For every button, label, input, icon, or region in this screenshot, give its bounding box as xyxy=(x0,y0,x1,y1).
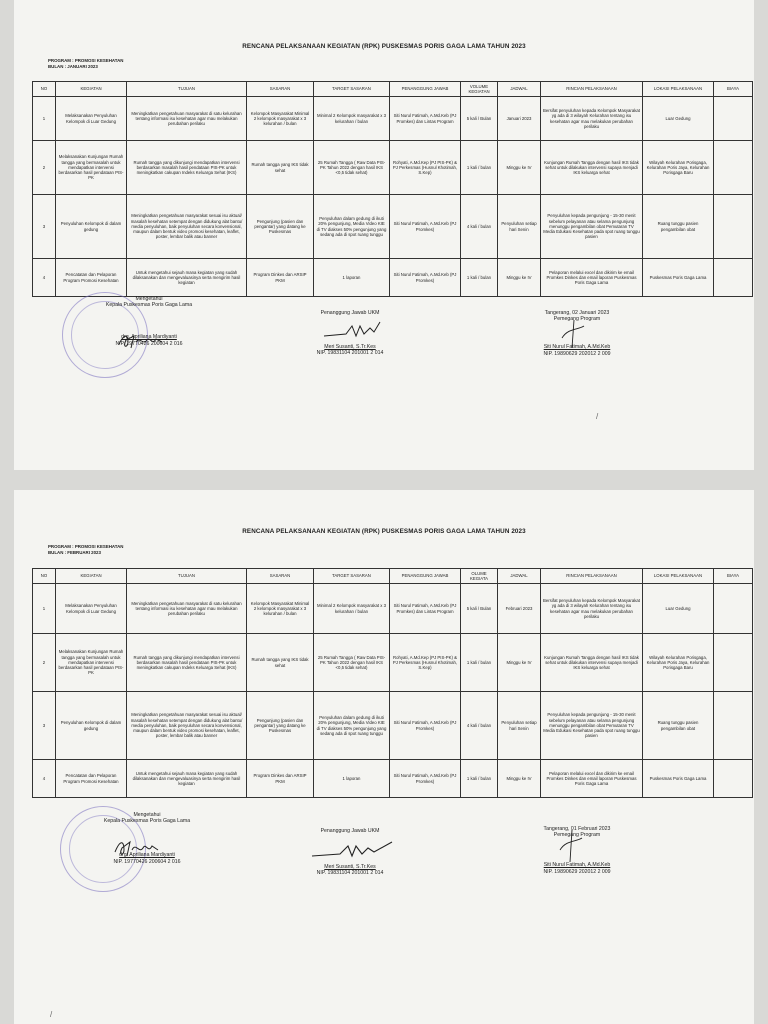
table-cell: 3 xyxy=(33,195,56,259)
document-title: RENCANA PELAKSANAAN KEGIATAN (RPK) PUSKESMAS PORIS GAGA LAMA TAHUN 2023 xyxy=(242,528,526,535)
signatory-nip: NIP. 19890629 202012 2 009 xyxy=(543,350,611,357)
header-cell: KEGIATAN xyxy=(56,82,127,97)
table-cell: Rumah tangga yang dikunjungi mendapatkan intervensi berdasarkan masalah hasil pendataan PIS-PK untuk meningkatkan cakupan Indeks Keluarga Sehat (IKS) xyxy=(127,634,247,692)
table-cell: 1 laporan xyxy=(314,259,390,297)
table-cell: Rumah tangga yang IKS tidak sehat xyxy=(247,634,314,692)
table-cell: 4 xyxy=(33,760,56,798)
table-row xyxy=(33,634,753,692)
table-cell xyxy=(714,692,753,760)
table-cell: Kunjungan Rumah Tangga dengan hasil IKS tidak sehat untuk dilakukan intervensi supaya menjadi IKS keluarga sehat xyxy=(541,141,643,195)
table-cell: Siti Nurul Fatimah, A.Md.Keb (PJ Promkes) xyxy=(390,259,461,297)
table-cell: 1 xyxy=(33,584,56,634)
table-cell: Penyuluhan kepada pengunjung - 15-30 menit sebelum pelayanan atau selama pengunjung menunggu pengambilan obat Pemutaran TV Media Edukasi Kesehatan pada spot ruang tunggu pasien xyxy=(541,692,643,760)
signatory-name: Siti Nurul Fatimah, A.Md.Keb xyxy=(543,344,611,351)
table-cell: Siti Nurul Fatimah, A.Md.Keb (PJ Promkes) xyxy=(390,692,461,760)
table-cell: Puskesmas Poris Gaga Lama xyxy=(643,760,714,798)
signatory-nip: NIP. 19890629 202012 2 009 xyxy=(543,868,611,875)
header-cell: JADWAL xyxy=(498,82,541,97)
signatory-nip: NIP. 19831104 201001 2 014 xyxy=(316,350,384,357)
signatory-nip: NIP. 19831104 201001 2 014 xyxy=(316,870,384,877)
header-cell: SASARAN xyxy=(247,569,314,584)
header-cell: OLUME KEGIATA xyxy=(461,569,498,584)
program-info xyxy=(48,58,123,70)
table-cell: Minggu ke IV xyxy=(498,760,541,798)
month-line: BULAN : FEBRUARI 2023 xyxy=(48,550,101,555)
table-row xyxy=(33,259,753,297)
table-cell: Penyuluhan dalam gedung di ikuti 20% pengunjung, Media Video KIE di TV diakses 50% pengunjung yang sedang ada di spot ruang tunggu xyxy=(314,692,390,760)
header-cell: RINCIAN PELAKSANAAN xyxy=(541,82,643,97)
rpk-document-february xyxy=(14,490,754,1024)
table-cell: 3 xyxy=(33,692,56,760)
rpk-table xyxy=(32,568,753,798)
table-cell: Siti Nurul Fatimah, A.Md.Keb (PJ Promkes) dan Lintas Program xyxy=(390,584,461,634)
header-cell: LOKASI PELAKSANAAN xyxy=(643,569,714,584)
signature-role: Kepala Puskesmas Poris Gaga Lama xyxy=(105,302,193,309)
table-cell: Pelaporan melalui excel dan dikirim ke email Promkes Dinkes dan email laporan Puskesmas Poris Gaga Lama xyxy=(541,760,643,798)
table-cell: 4 xyxy=(33,259,56,297)
signature-role: Kepala Puskesmas Poris Gaga Lama xyxy=(103,818,191,825)
table-cell: Melaksanakan Penyuluhan Kelompok di Luar Gedung xyxy=(56,97,127,141)
program-line: PROGRAM : PROMOSI KESEHATAN xyxy=(48,544,124,549)
signature-role: Pemegang Program xyxy=(553,316,601,323)
signatory-nip: NIP. 19770426 200604 2 016 xyxy=(113,858,181,865)
signature-role: Penanggung Jawab UKM xyxy=(320,310,380,316)
table-cell: Luar Gedung xyxy=(643,97,714,141)
signature-caption: Mengetahui xyxy=(133,812,161,818)
header-cell: KEGIATAN xyxy=(56,569,127,584)
signature-place-date: Tangerang, 02 Januari 2023 xyxy=(544,310,610,316)
table-cell: Minggu ke IV xyxy=(498,634,541,692)
signature-role: Pemegang Program xyxy=(553,832,601,839)
table-cell: Bersifat penyuluhan kepada Kelompok Masyarakat yg ada di 3 wilayah Kelurahan tentang isu kesehatan agar mau melakukan perubahan perilaku xyxy=(541,97,643,141)
table-cell: Siti Nurul Fatimah, A.Md.Keb (PJ Promkes) dan Lintas Program xyxy=(390,97,461,141)
table-cell: Program Dinkes dan ARSIP PKM xyxy=(247,760,314,798)
table-cell: Pengunjung (pasien dan pengantar) yang datang ke Puskesmas xyxy=(247,692,314,760)
signature-place-date: Tangerang, 01 Februari 2023 xyxy=(543,826,611,832)
pen-mark: / xyxy=(596,412,599,421)
signatory-nip: NIP. 19770426 200604 2 016 xyxy=(115,340,183,347)
table-cell: Meningkatkan pengetahuan masyarakat di satu kelurahan tentang informasi isu kesehatan agar mau melakukan perubahan perilaku xyxy=(127,584,247,634)
table-cell: 1 kali / bulan xyxy=(461,259,498,297)
table-cell: Pengunjung (pasien dan pengantar) yang datang ke Puskesmas xyxy=(247,195,314,259)
table-row xyxy=(33,141,753,195)
table-cell: Pelaporan melalui excel dan dikirim ke email Promkes Dinkes dan email laporan Puskesmas Poris Gaga Lama xyxy=(541,259,643,297)
table-cell: Ruang tunggu pasien pengambilan obat xyxy=(643,195,714,259)
program-line: PROGRAM : PROMOSI KESEHATAN xyxy=(48,58,124,63)
signature-mark xyxy=(310,840,394,864)
table-cell: 5 kali / Bulan xyxy=(461,97,498,141)
table-cell: Minggu ke IV xyxy=(498,259,541,297)
program-info xyxy=(48,544,123,556)
table-cell: Pencatatan dan Pelaporan Program Promosi Kesehatan xyxy=(56,760,127,798)
table-cell: Luar Gedung xyxy=(643,584,714,634)
table-cell: Rumah tangga yang dikunjungi mendapatkan intervensi berdasarkan masalah hasil pendataan PIS-PK untuk meningkatkan cakupan Indeks Keluarga Sehat (IKS) xyxy=(127,141,247,195)
header-cell: BIAYA xyxy=(714,82,753,97)
table-cell: Minggu ke IV xyxy=(498,141,541,195)
table-cell xyxy=(714,760,753,798)
table-cell: 1 kali / bulan xyxy=(461,760,498,798)
header-cell: TARGET SASARAN xyxy=(314,82,390,97)
header-cell: JADWAL xyxy=(498,569,541,584)
table-cell: Februari 2023 xyxy=(498,584,541,634)
table-header-row xyxy=(33,569,753,584)
table-cell: Untuk mengetahui sejauh mana kegiatan yang sudah dilaksanakan dan mengevaluasinya serta mengirim hasil kegiatan xyxy=(127,259,247,297)
header-cell: LOKASI PELAKSANAAN xyxy=(643,82,714,97)
table-cell: Program Dinkes dan ARSIP PKM xyxy=(247,259,314,297)
table-cell xyxy=(714,195,753,259)
table-cell: Januari 2023 xyxy=(498,97,541,141)
table-cell xyxy=(714,584,753,634)
pen-mark: / xyxy=(50,1010,53,1019)
table-cell: Melaksanakan Kunjungan Rumah tangga yang bermasalah untuk mendapatkan intervensi berdasarkan hasil pendataan PIS-PK xyxy=(56,141,127,195)
table-cell: 4 kali / bulan xyxy=(461,692,498,760)
table-cell: Untuk mengetahui sejauh mana kegiatan yang sudah dilaksanakan dan mengevaluasinya serta mengirim hasil kegiatan xyxy=(127,760,247,798)
table-cell: Wilayah Kelurahan Porisgaga, Kelurahan Poris Jaya, Kelurahan Porisgaga Baru xyxy=(643,141,714,195)
header-cell: TUJUAN xyxy=(127,569,247,584)
table-cell: Minimal 2 Kelompok masyarakat x 3 kelurahan / bulan xyxy=(314,584,390,634)
table-cell: Penyuluhan setiap hari Senin xyxy=(498,195,541,259)
table-cell: Penyuluhan kepada pengunjung - 15-30 menit sebelum pelayanan atau selama pengunjung menunggu pengambilan obat Pemutaran TV Media Edukasi Kesehatan pada spot ruang tunggu pasien xyxy=(541,195,643,259)
table-cell: Siti Nurul Fatimah, A.Md.Keb (PJ Promkes) xyxy=(390,195,461,259)
table-cell: Rumah tangga yang IKS tidak sehat xyxy=(247,141,314,195)
table-cell: Minimal 2 Kelompok masyarakat x 3 kelurahan / bulan xyxy=(314,97,390,141)
table-cell: Ruang tunggu pasien pengambilan obat xyxy=(643,692,714,760)
signature-mark xyxy=(112,836,162,862)
table-cell: Penyuluhan setiap hari Senin xyxy=(498,692,541,760)
month-line: BULAN : JANUARI 2023 xyxy=(48,64,98,69)
table-cell: 5 kali / Bulan xyxy=(461,584,498,634)
table-cell: Melaksanakan Kunjungan Rumah tangga yang bermasalah untuk mendapatkan intervensi berdasarkan hasil pendataan PIS-PK xyxy=(56,634,127,692)
signature-caption: Mengetahui xyxy=(135,296,163,302)
table-cell: Kelompok Masyarakat Minimal 2 kelompok masyarakat x 3 kelurahan / bulan xyxy=(247,584,314,634)
table-cell: Pencatatan dan Pelaporan Program Promosi Kesehatan xyxy=(56,259,127,297)
table-cell: 1 xyxy=(33,97,56,141)
table-cell: Puskesmas Poris Gaga Lama xyxy=(643,259,714,297)
table-row xyxy=(33,97,753,141)
header-cell: NO xyxy=(33,569,56,584)
signatory-name: drg. Apriliana Mardiyanti xyxy=(119,852,175,859)
table-header-row xyxy=(33,82,753,97)
signatory-name: Meri Susanti, S.Tr.Kes xyxy=(324,864,376,871)
signature-mark xyxy=(556,318,592,350)
table-row xyxy=(33,195,753,259)
table-cell: Meningkatkan pengetahuan masyarakat sesuai isu aktual/ masalah kesehatan setempat dengan didukung alat bantu/ media penyuluhan, baik penyuluhan secara konvensional, maupun dalam bentuk video promosi kesehatan, leaflet, poster, lembar balik atau banner xyxy=(127,195,247,259)
rpk-document-january xyxy=(14,0,754,470)
table-cell: Meningkatkan pengetahuan masyarakat di satu kelurahan tentang informasi isu kesehatan agar mau melakukan perubahan perilaku xyxy=(127,97,247,141)
table-cell: 4 kali / bulan xyxy=(461,195,498,259)
table-row xyxy=(33,584,753,634)
signature-mark xyxy=(554,828,590,864)
header-cell: PENANGGUNG JAWAB xyxy=(390,82,461,97)
table-row xyxy=(33,760,753,798)
header-cell: TARGET SASARAN xyxy=(314,569,390,584)
signatory-name: Siti Nurul Fatimah, A.Md.Keb xyxy=(543,862,611,869)
table-cell: 2 xyxy=(33,141,56,195)
table-row xyxy=(33,692,753,760)
table-cell: Wilayah Kelurahan Porisgaga, Kelurahan Poris Jaya, Kelurahan Porisgaga Baru xyxy=(643,634,714,692)
table-cell xyxy=(714,634,753,692)
table-cell xyxy=(714,97,753,141)
table-cell xyxy=(714,141,753,195)
signature-role: Penanggung Jawab UKM xyxy=(320,828,380,834)
table-cell: Meningkatkan pengetahuan masyarakat sesuai isu aktual/ masalah kesehatan setempat dengan didukung alat bantu/ media penyuluhan, baik penyuluhan secara konvensional, maupun dalam bentuk video promosi kesehatan, leaflet, poster, lembar balik atau banner xyxy=(127,692,247,760)
signature-mark xyxy=(116,330,166,352)
document-title: RENCANA PELAKSANAAN KEGIATAN (RPK) PUSKESMAS PORIS GAGA LAMA TAHUN 2023 xyxy=(242,43,526,50)
rpk-table xyxy=(32,81,753,297)
header-cell: SASARAN xyxy=(247,82,314,97)
header-cell: RINCIAN PELAKSANAAN xyxy=(541,569,643,584)
table-cell: Penyuluhan Kelompok di dalam gedung xyxy=(56,692,127,760)
table-cell: Bersifat penyuluhan kepada Kelompok Masyarakat yg ada di 3 wilayah Kelurahan tentang isu kesehatan agar mau melakukan perubahan perilaku xyxy=(541,584,643,634)
table-cell: 1 kali / bulan xyxy=(461,634,498,692)
header-cell: VOLUME KEGIATAN xyxy=(461,82,498,97)
header-cell: NO xyxy=(33,82,56,97)
signatory-name: drg. Apriliana Mardiyanti xyxy=(121,334,177,341)
table-cell: Kunjungan Rumah Tangga dengan hasil IKS tidak sehat untuk dilakukan intervensi supaya menjadi IKS keluarga sehat xyxy=(541,634,643,692)
table-cell: Siti Nurul Fatimah, A.Md.Keb (PJ Promkes) xyxy=(390,760,461,798)
table-cell: 25 Rumah Tangga ( Raw Data PIS-PK Tahun 2022 dengan hasil IKS <0,5 tidak sehat) xyxy=(314,141,390,195)
table-cell: Penyuluhan Kelompok di dalam gedung xyxy=(56,195,127,259)
table-cell: Melaksanakan Penyuluhan Kelompok di Luar Gedung xyxy=(56,584,127,634)
table-cell: 1 laporan xyxy=(314,760,390,798)
table-cell: Penyuluhan dalam gedung di ikuti 20% pengunjung, Media Video KIE di TV diakses 50% pengunjung yang sedang ada di spot ruang tunggu xyxy=(314,195,390,259)
table-cell: 1 kali / bulan xyxy=(461,141,498,195)
table-cell: Kelompok Masyarakat Minimal 2 kelompok masyarakat x 3 kelurahan / bulan xyxy=(247,97,314,141)
table-cell: Rohyati, A.Md.Kep (PJ PIS-PK) & PJ Perkesmas (Husnul Khotimah, S.Kep) xyxy=(390,141,461,195)
header-cell: BIAYA xyxy=(714,569,753,584)
table-cell xyxy=(714,259,753,297)
table-cell: 2 xyxy=(33,634,56,692)
table-cell: 25 Rumah Tangga ( Raw Data PIS-PK Tahun 2022 dengan hasil IKS <0,5 tidak sehat) xyxy=(314,634,390,692)
header-cell: PENANGGUNG JAWAB xyxy=(390,569,461,584)
header-cell: TUJUAN xyxy=(127,82,247,97)
signature-mark xyxy=(322,320,382,344)
signatory-name: Meri Susanti, S.Tr.Kes xyxy=(324,344,376,351)
table-cell: Rohyati, A.Md.Kep (PJ PIS-PK) & PJ Perkesmas (Husnul Khotimah, S.Kep) xyxy=(390,634,461,692)
